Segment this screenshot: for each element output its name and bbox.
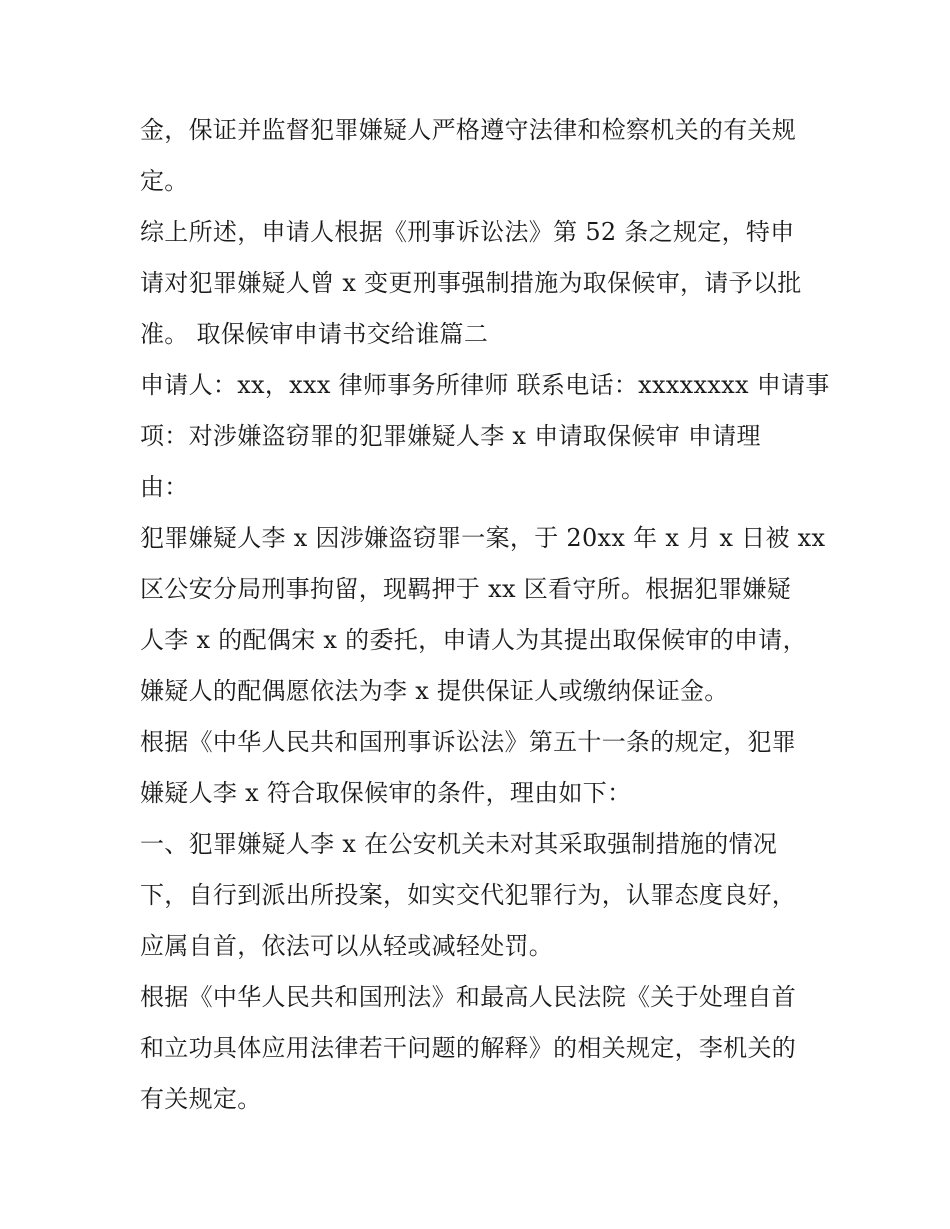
text-line: 请对犯罪嫌疑人曾 x 变更刑事强制措施为取保候审，请予以批: [140, 269, 802, 297]
text-line: 嫌疑人的配偶愿依法为李 x 提供保证人或缴纳保证金。: [140, 677, 729, 705]
text-line: 区公安分局刑事拘留，现羁押于 xx 区看守所。根据犯罪嫌疑: [140, 575, 792, 603]
text-line: 项：对涉嫌盗窃罪的犯罪嫌疑人李 x 申请取保候审 申请理: [140, 422, 761, 450]
text-line: 和立功具体应用法律若干问题的解释》的相关规定，李机关的: [140, 1034, 797, 1062]
text-line: 金，保证并监督犯罪嫌疑人严格遵守法律和检察机关的有关规: [140, 116, 797, 144]
text-line: 嫌疑人李 x 符合取保候审的条件，理由如下：: [140, 779, 632, 807]
text-line: 下，自行到派出所投案，如实交代犯罪行为，认罪态度良好，: [140, 881, 797, 909]
text-line: 根据《中华人民共和国刑法》和最高人民法院《关于处理自首: [140, 983, 797, 1011]
text-line: 应属自首，依法可以从轻或减轻处罚。: [140, 932, 554, 960]
text-line: 定。: [140, 167, 189, 195]
text-line: 一、犯罪嫌疑人李 x 在公安机关未对其采取强制措施的情况: [140, 830, 778, 858]
text-line: 准。 取保候审申请书交给谁篇二: [140, 320, 489, 348]
text-line: 综上所述，申请人根据《刑事诉讼法》第 52 条之规定，特申: [140, 218, 795, 246]
text-line: 申请人：xx，xxx 律师事务所律师 联系电话：xxxxxxxx 申请事: [140, 371, 830, 399]
text-line: 由：: [140, 473, 189, 501]
text-line: 人李 x 的配偶宋 x 的委托，申请人为其提出取保候审的申请，: [140, 626, 807, 654]
text-line: 有关规定。: [140, 1085, 262, 1113]
document-body: [140, 105, 830, 1125]
text-line: 根据《中华人民共和国刑事诉讼法》第五十一条的规定，犯罪: [140, 728, 797, 756]
text-line: 犯罪嫌疑人李 x 因涉嫌盗窃罪一案，于 20xx 年 x 月 x 日被 xx: [140, 524, 826, 552]
